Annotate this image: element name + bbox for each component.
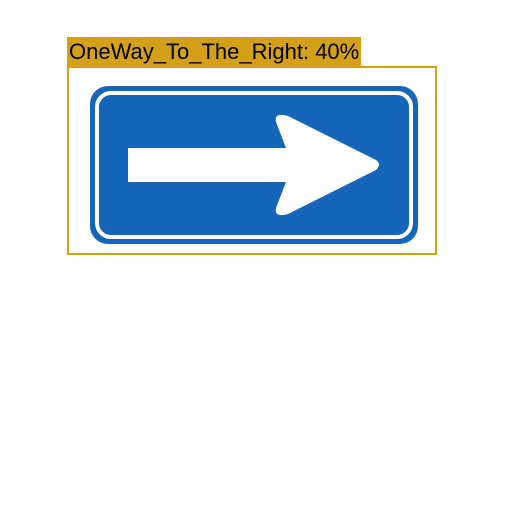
detection-label: OneWay_To_The_Right: 40% [69,39,360,64]
one-way-right-arrow-sign-icon [88,84,420,246]
